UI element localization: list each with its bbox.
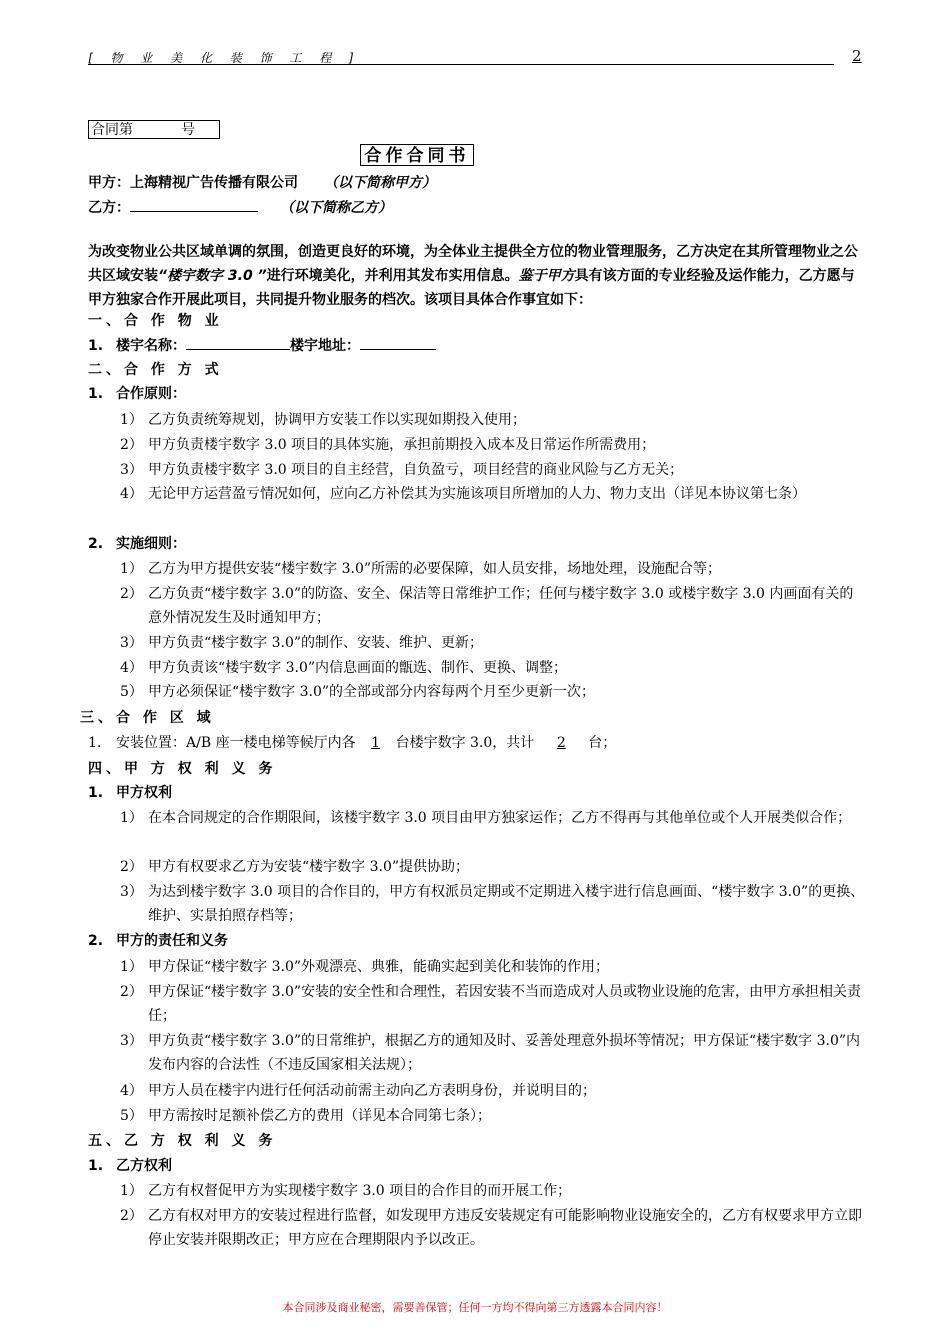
list-item-text: 甲方人员在楼宇内进行任何活动前需主动向乙方表明身份，并说明目的； (148, 1083, 596, 1099)
list-item (120, 482, 865, 506)
section-3-num: 1. (88, 735, 102, 751)
party-b-alias: （以下简称乙方） (280, 200, 392, 216)
section-4-sub-2 (88, 931, 228, 951)
section-1-num: 1. (88, 338, 104, 354)
list-item-number: 3） (120, 462, 143, 478)
list-item-number: 4） (120, 486, 143, 502)
sub-label: 甲方权利 (116, 785, 172, 801)
party-a-label: 甲方： (88, 175, 130, 191)
list-item-text: 甲方保证“楼宇数字 3.0”安装的安全性和合理性，若因安装不当而造成对人员或物业设施的危害，由甲方承担相关责任； (148, 984, 862, 1024)
list-item-text: 乙方负责统筹规划，协调甲方安装工作以实现如期投入使用； (148, 412, 526, 428)
sub-label: 乙方权利 (116, 1158, 172, 1174)
list-item-number: 5） (120, 1108, 143, 1124)
party-a-alias: （以下简称甲方） (324, 175, 436, 191)
list-item (120, 955, 865, 979)
list-item-text: 甲方负责楼宇数字 3.0 项目的自主经营，自负盈亏，项目经营的商业风险与乙方无关； (148, 462, 684, 478)
list-item-number: 1） (120, 561, 143, 577)
building-address-blank (360, 335, 436, 350)
list-item (120, 855, 865, 879)
list-item (120, 1179, 865, 1203)
list-item-number: 3） (120, 884, 143, 900)
list-item-number: 2） (120, 586, 143, 602)
list-item-text: 乙方负责“楼宇数字 3.0”的防盗、安全、保洁等日常维护工作；任何与楼宇数字 3.0 或楼宇数字 3.0 内画面有关的意外情况发生及时通知甲方； (148, 586, 854, 626)
install-location-text: 安装位置：A/B 座一楼电梯等候厅内各 (116, 735, 356, 751)
section-4-title: 四、甲 方 权 利 义 务 (88, 761, 277, 777)
list-item (120, 1204, 865, 1252)
list-item-text: 乙方有权对甲方的安装过程进行监督，如发现甲方违反安装规定有可能影响物业设施安全的，乙方有权要求甲方立即停止安装并限期改正；甲方应在合理期限内予以改正。 (148, 1208, 862, 1248)
list-item-text: 在本合同规定的合作期限间，该楼宇数字 3.0 项目由甲方独家运作；乙方不得再与其他单位或个人开展类似合作； (148, 810, 852, 826)
list-item-text: 乙方为甲方提供安装“楼宇数字 3.0”所需的必要保障，如人员安排，场地处理，设施配合等； (148, 561, 722, 577)
list-item-text: 甲方负责“楼宇数字 3.0”的日常维护，根据乙方的通知及时、妥善处理意外损坏等情况；甲方保证“楼宇数字 3.0”内发布内容的合法性（不违反国家相关法规）； (148, 1033, 861, 1073)
contract-number-suffix: 号 (181, 122, 195, 138)
list-item (120, 1104, 865, 1128)
list-item-text: 甲方保证“楼宇数字 3.0”外观漂亮、典雅，能确实起到美化和装饰的作用； (148, 959, 610, 975)
section-3-title: 三、合 作 区 域 (80, 710, 215, 726)
list-item-text: 甲方需按时足额补偿乙方的费用（详见本合同第七条）； (148, 1108, 491, 1124)
section-2-sub-2 (88, 534, 186, 554)
party-b-line (88, 197, 392, 218)
list-item (120, 980, 865, 1028)
intro-paragraph (88, 240, 863, 312)
page-number: 2 (852, 47, 862, 65)
list-item-text: 甲方负责“楼宇数字 3.0”的制作、安装、维护、更新； (148, 635, 484, 651)
header-rule (88, 64, 834, 65)
list-item-text: 甲方负责楼宇数字 3.0 项目的具体实施，承担前期投入成本及日常运作所需费用； (148, 437, 656, 453)
install-unit-text: 台； (588, 735, 617, 751)
sub-num: 1. (88, 785, 104, 801)
section-3-item (88, 733, 616, 753)
sub-num: 1. (88, 386, 104, 402)
list-item-number: 4） (120, 660, 143, 676)
list-item-number: 2） (120, 859, 143, 875)
section-2-title: 二、合 作 方 式 (88, 362, 223, 378)
sub-num: 1. (88, 1158, 104, 1174)
section-5-title: 五、乙 方 权 利 义 务 (88, 1133, 277, 1149)
building-name-label: 楼宇名称： (116, 338, 186, 354)
list-item (120, 557, 865, 581)
section-2-sub-1 (88, 384, 186, 404)
list-item-text: 无论甲方运营盈亏情况如何，应向乙方补偿其为实施该项目所增加的人力、物力支出（详见本协议第七条） (148, 486, 806, 502)
intro-text-2: 进行环境美化，并利用其发布实用信息。 (266, 268, 519, 284)
list-item-number: 1） (120, 412, 143, 428)
list-item (120, 656, 865, 680)
list-item-text: 乙方有权督促甲方为实现楼宇数字 3.0 项目的合作目的而开展工作； (148, 1183, 572, 1199)
intro-product: “楼宇数字 3.0 ” (158, 268, 267, 284)
list-item-number: 2） (120, 437, 143, 453)
list-item (120, 408, 865, 432)
sub-num: 2. (88, 536, 104, 552)
header-title: [ 物 业 美 化 装 饰 工 程 ] (88, 51, 361, 65)
list-item-text: 为达到楼宇数字 3.0 项目的合作目的，甲方有权派员定期或不定期进入楼宇进行信息画面、“楼宇数字 3.0”的更换、维护、实景拍照存档等； (148, 884, 865, 924)
qty-each: 1 (371, 735, 381, 751)
section-4-sub-1 (88, 783, 172, 803)
list-item (120, 1079, 865, 1103)
list-item (120, 631, 865, 655)
list-item-number: 2） (120, 984, 143, 1000)
list-item-number: 4） (120, 1083, 143, 1099)
list-item-number: 2） (120, 1208, 143, 1224)
party-b-label: 乙方： (88, 200, 130, 216)
list-item-text: 甲方必须保证“楼宇数字 3.0”的全部或部分内容每两个月至少更新一次； (148, 684, 596, 700)
section-5-sub-1 (88, 1156, 172, 1176)
list-item-text: 甲方负责该“楼宇数字 3.0”内信息画面的甑选、制作、更换、调整； (148, 660, 568, 676)
intro-text-1: 为改变物业公共区域单调的氛围，创造更良好的环境，为全体业主提供全方位的物业管理服务，乙方决定在其所管理物业之公共区域安装 (88, 244, 858, 284)
sub-label: 甲方的责任和义务 (116, 933, 228, 949)
party-a-name: 上海精视广告传播有限公司 (130, 175, 298, 191)
confidentiality-footer: 本合同涉及商业秘密，需要善保管；任何一方均不得向第三方透露本合同内容！ (282, 1301, 668, 1314)
building-address-label: 楼宇地址： (290, 338, 360, 354)
section-1-title: 一、合 作 物 业 (88, 313, 223, 329)
document-title: 合作合同书 (360, 144, 474, 166)
sub-num: 2. (88, 933, 104, 949)
list-item (120, 582, 865, 630)
party-b-blank (130, 197, 258, 212)
intro-emphasis: 鉴于甲方 (518, 268, 575, 284)
building-name-blank (186, 335, 290, 350)
intro-text-3: 具有该方面的专业经验及运作能力，乙方愿与甲方独家合作开展此项目，共同提升物业服务的档次。该项目具体合作事宜如下： (88, 268, 855, 308)
list-item-number: 1） (120, 1183, 143, 1199)
list-item (120, 680, 865, 704)
list-item-text: 甲方有权要求乙方为安装“楼宇数字 3.0”提供协助； (148, 859, 470, 875)
party-a-line (88, 173, 436, 193)
contract-number-prefix: 合同第 (91, 122, 133, 138)
list-item-number: 1） (120, 810, 143, 826)
sub-label: 实施细则： (116, 536, 186, 552)
qty-total: 2 (556, 735, 566, 751)
install-total-text: 台楼宇数字 3.0，共计 (395, 735, 535, 751)
list-item (120, 433, 865, 457)
list-item (120, 1029, 865, 1077)
list-item-number: 3） (120, 635, 143, 651)
list-item (120, 806, 865, 830)
list-item (120, 458, 865, 482)
sub-label: 合作原则： (116, 386, 186, 402)
list-item-number: 5） (120, 684, 143, 700)
list-item-number: 3） (120, 1033, 143, 1049)
contract-number-box (88, 120, 220, 139)
list-item-number: 1） (120, 959, 143, 975)
list-item (120, 880, 865, 928)
section-1-item (88, 335, 436, 356)
